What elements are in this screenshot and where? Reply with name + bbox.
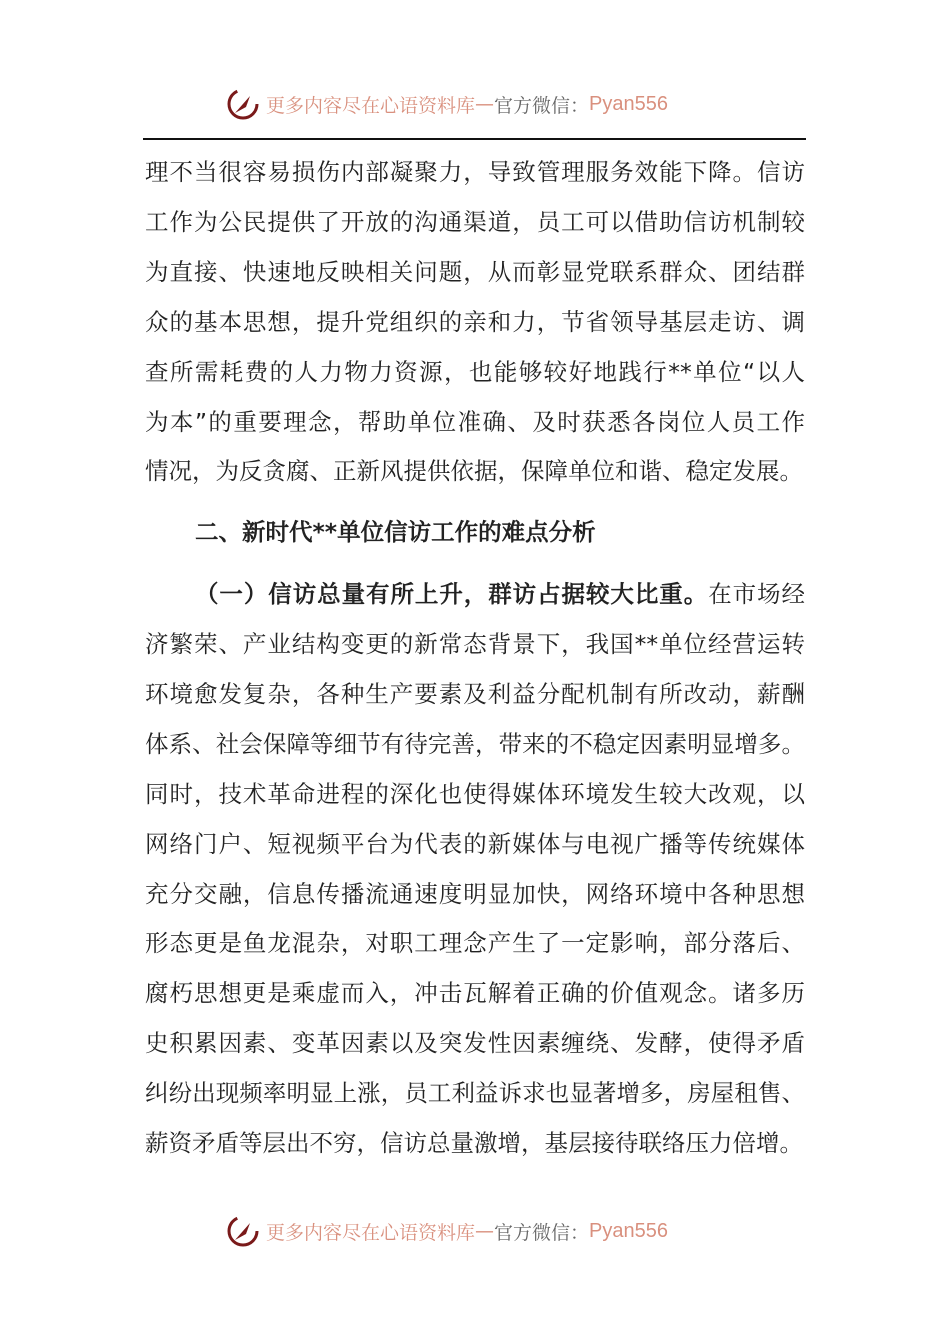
subheading-bold: （一）信访总量有所上升，群访占据较大比重。 <box>195 580 709 608</box>
text-line: 查所需耗费的人力物力资源，也能够较好地践行**单位“以人 <box>145 357 805 386</box>
header-divider <box>143 138 806 140</box>
header-watermark <box>226 84 668 124</box>
footer-watermark <box>226 1211 668 1251</box>
text-line: 形态更是鱼龙混杂，对职工理念产生了一定影响，部分落后、 <box>145 929 805 958</box>
text-line: 同时，技术革命进程的深化也使得媒体环境发生较大改观，以 <box>145 779 805 808</box>
paragraph-2-first-line <box>195 579 805 609</box>
section-heading: 二、新时代**单位信访工作的难点分析 <box>195 518 596 546</box>
quill-logo-icon <box>226 1214 260 1248</box>
paragraph-text: 在市场经 <box>708 580 805 608</box>
text-line: 薪资矛盾等层出不穷，信访总量激增，基层接待联络压力倍增。 <box>145 1129 803 1157</box>
text-line: 情况，为反贪腐、正新风提供依据，保障单位和谐、稳定发展。 <box>145 457 803 486</box>
text-line: 工作为公民提供了开放的沟通渠道，员工可以借助信访机制较 <box>145 207 805 236</box>
header-wechat-id: Pyan556 <box>589 92 668 115</box>
footer-wechat-id: Pyan556 <box>589 1219 668 1242</box>
header-site-text: 更多内容尽在心语资料库 <box>266 94 476 117</box>
text-line: 史积累因素、变革因素以及突发性因素缠绕、发酵，使得矛盾 <box>145 1029 805 1058</box>
text-line: 腐朽思想更是乘虚而入，冲击瓦解着正确的价值观念。诸多历 <box>145 979 805 1008</box>
text-line: 理不当很容易损伤内部凝聚力，导致管理服务效能下降。信访 <box>145 158 805 186</box>
footer-site-text: 更多内容尽在心语资料库 <box>266 1221 476 1244</box>
text-line: 网络门户、短视频平台为代表的新媒体与电视广播等传统媒体 <box>145 829 805 858</box>
header-dash: — <box>475 93 495 115</box>
text-line: 为本”的重要理念，帮助单位准确、及时获悉各岗位人员工作 <box>145 407 805 436</box>
text-line: 众的基本思想，提升党组织的亲和力，节省领导基层走访、调 <box>145 307 805 336</box>
footer-dash: — <box>475 1220 495 1242</box>
text-line: 充分交融，信息传播流通速度明显加快，网络环境中各种思想 <box>145 879 805 908</box>
text-line: 纠纷出现频率明显上涨，员工利益诉求也显著增多，房屋租售、 <box>145 1079 805 1108</box>
text-line: 体系、社会保障等细节有待完善，带来的不稳定因素明显增多。 <box>145 729 805 758</box>
header-wechat-label: 官方微信： <box>494 94 590 117</box>
text-line: 环境愈发复杂，各种生产要素及利益分配机制有所改动，薪酬 <box>145 679 805 708</box>
footer-wechat-label: 官方微信： <box>494 1221 590 1244</box>
text-line: 济繁荣、产业结构变更的新常态背景下，我国**单位经营运转 <box>145 630 805 658</box>
text-line: 为直接、快速地反映相关问题，从而彰显党联系群众、团结群 <box>145 257 805 286</box>
quill-logo-icon <box>226 87 260 121</box>
